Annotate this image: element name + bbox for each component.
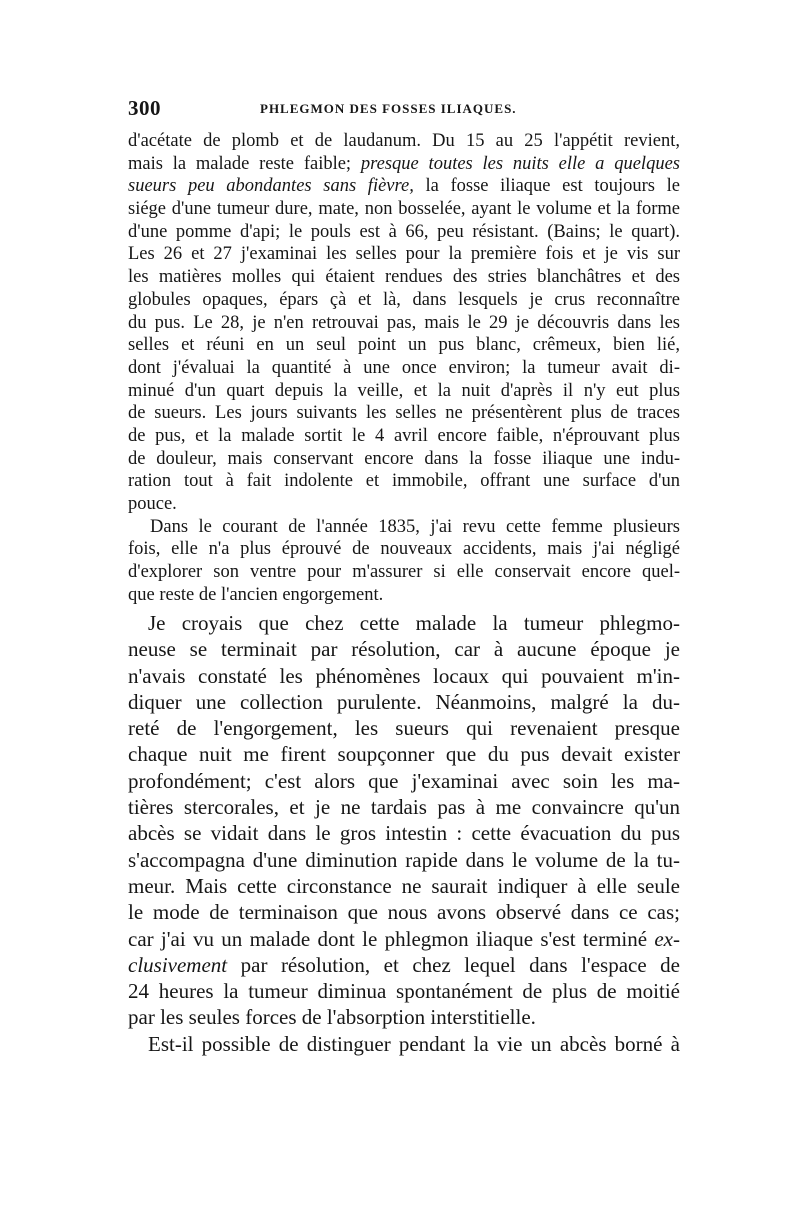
running-head: PHLEGMON DES FOSSES ILIAQUES. xyxy=(260,101,517,116)
text-line: siége d'une tumeur dure, mate, non bosselée, ayant le volume et la forme xyxy=(128,199,680,220)
text-line: tières stercorales, et je ne tardais pas à me convaincre qu'un xyxy=(128,795,680,820)
text-line: par les seules forces de l'absorption interstitielle. xyxy=(128,1005,536,1030)
italic-segment: presque toutes les nuits elle a quelques xyxy=(360,153,680,174)
case-report-paragraphs xyxy=(128,130,680,606)
text-segment: mais la malade reste faible; xyxy=(128,153,361,174)
text-line xyxy=(128,153,680,176)
text-line: neuse se terminait par résolution, car à aucune époque je xyxy=(128,637,680,662)
text-line: meur. Mais cette circonstance ne saurait indiquer à elle seule xyxy=(128,873,680,898)
text-line: dont j'évaluai la quantité à une once environ; la tumeur avait di- xyxy=(128,357,680,378)
text-segment: par résolution, et chez lequel dans l'espace de xyxy=(227,952,680,977)
page-header xyxy=(128,96,680,124)
text-segment: car j'ai vu un malade dont le phlegmon iliaque s'est terminé xyxy=(128,926,655,951)
text-line: reté de l'engorgement, les sueurs qui revenaient presque xyxy=(128,716,680,741)
text-line: n'avais constaté les phénomènes locaux qui pouvaient m'in- xyxy=(128,663,680,688)
text-segment: la fosse iliaque est toujours le xyxy=(413,176,680,197)
text-line: selles et réuni en un seul point un pus blanc, crêmeux, bien lié, xyxy=(128,335,680,356)
text-line: Je croyais que chez cette malade la tumeur phlegmo- xyxy=(148,611,680,635)
text-line: s'accompagna d'une diminution rapide dans le volume de la tu- xyxy=(128,847,680,872)
text-line: fois, elle n'a plus éprouvé de nouveaux accidents, mais j'ai négligé xyxy=(128,539,680,560)
text-line: Les 26 et 27 j'examinai les selles pour la première fois et je vis sur xyxy=(128,244,680,265)
text-line: minué d'un quart depuis la veille, et la nuit d'après il n'y eut plus xyxy=(128,380,680,401)
text-line: d'explorer son ventre pour m'assurer si elle conservait encore quel- xyxy=(128,562,680,583)
text-line: d'acétate de plomb et de laudanum. Du 15 au 25 l'appétit revient, xyxy=(128,131,680,151)
text-line: Dans le courant de l'année 1835, j'ai revu cette femme plusieurs xyxy=(150,516,680,537)
text-line: profondément; c'est alors que j'examinai avec soin les ma- xyxy=(128,768,680,793)
page-number: 300 xyxy=(128,96,161,120)
text-line: de pus, et la malade sortit le 4 avril encore faible, n'éprouvant plus xyxy=(128,425,680,446)
text-line: ration tout à fait indolente et immobile, offrant une surface d'un xyxy=(128,471,680,492)
commentary-paragraphs xyxy=(128,610,680,1057)
text-line: globules opaques, épars çà et là, dans lesquels je crus reconnaître xyxy=(128,289,680,310)
text-line: d'une pomme d'api; le pouls est à 66, peu résistant. (Bains; le quart). xyxy=(128,221,680,242)
text-line: de douleur, mais conservant encore dans la fosse iliaque une indu- xyxy=(128,448,680,469)
text-line: du pus. Le 28, je n'en retrouvai pas, mais le 29 je découvris dans les xyxy=(128,312,680,333)
text-line: les matières molles qui étaient rendues des stries blanchâtres et des xyxy=(128,267,680,288)
text-line: abcès se vidait dans le gros intestin : cette évacuation du pus xyxy=(128,821,680,846)
italic-segment: clusivement xyxy=(128,952,228,977)
text-line: de sueurs. Les jours suivants les selles ne présentèrent plus de traces xyxy=(128,403,680,424)
italic-segment: ex- xyxy=(654,926,680,951)
text-line: chaque nuit me firent soupçonner que du pus devait exister xyxy=(128,742,680,767)
text-line: le mode de terminaison que nous avons observé dans ce cas; xyxy=(128,900,680,925)
italic-segment: sueurs peu abondantes sans fièvre, xyxy=(128,176,414,197)
text-line: pouce. xyxy=(128,494,177,514)
text-line xyxy=(128,926,680,952)
text-line: 24 heures la tumeur diminua spontanément de plus de moitié xyxy=(128,979,680,1004)
text-line: que reste de l'ancien engorgement. xyxy=(128,584,384,605)
text-line xyxy=(128,952,680,978)
text-line: diquer une collection purulente. Néanmoins, malgré la du- xyxy=(128,689,680,714)
text-line xyxy=(128,175,680,198)
text-line: Est-il possible de distinguer pendant la vie un abcès borné à xyxy=(148,1031,680,1056)
